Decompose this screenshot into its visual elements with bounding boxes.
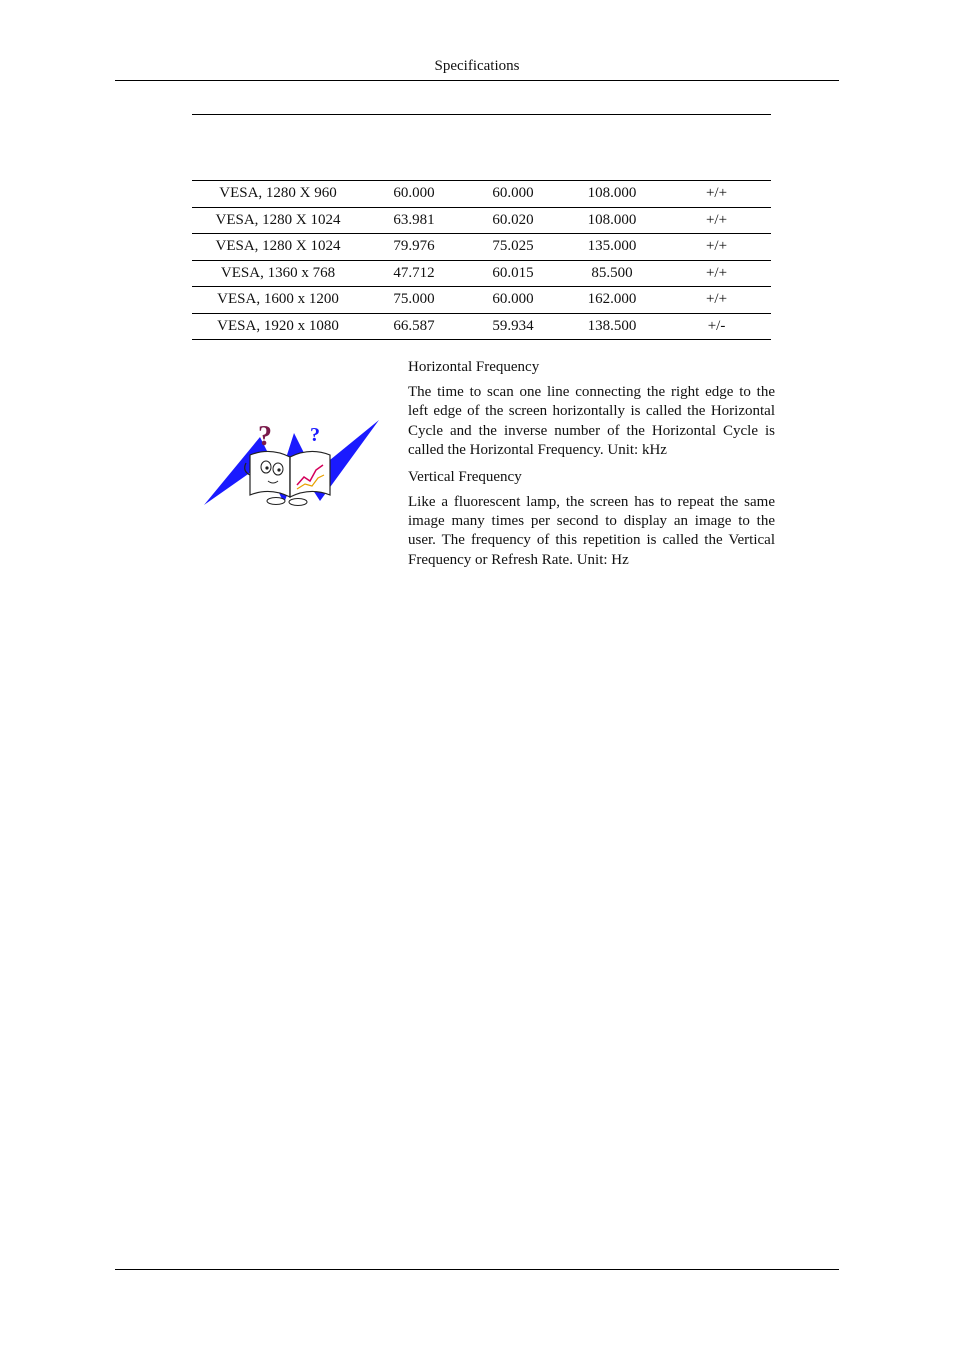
table-cell: 66.587 [364, 313, 464, 340]
table-cell: VESA, 1280 X 1024 [192, 207, 364, 234]
table-cell: +/+ [662, 287, 771, 314]
table-cell: 75.025 [464, 234, 562, 261]
table-cell: +/+ [662, 207, 771, 234]
book-shape [245, 451, 330, 505]
table-cell: 60.015 [464, 260, 562, 287]
table-cell: 79.976 [364, 234, 464, 261]
table-cell: +/+ [662, 234, 771, 261]
frequency-notes [408, 357, 775, 576]
horizontal-frequency-heading: Horizontal Frequency [408, 359, 540, 375]
book-question-mascot-icon [202, 415, 382, 510]
question-mark-left: ? [258, 421, 272, 452]
table-row [192, 287, 771, 314]
question-mark-right: ? [310, 424, 320, 446]
table-row [192, 313, 771, 340]
table-cell: 60.000 [364, 181, 464, 208]
table-row [192, 260, 771, 287]
table-cell: 75.000 [364, 287, 464, 314]
table-cell: +/+ [662, 260, 771, 287]
table-cell: VESA, 1280 X 1024 [192, 234, 364, 261]
table-cell: 138.500 [562, 313, 662, 340]
table-cell: 59.934 [464, 313, 562, 340]
vertical-frequency-heading: Vertical Frequency [408, 468, 522, 485]
table-cell: 135.000 [562, 234, 662, 261]
table-cell: VESA, 1600 x 1200 [192, 287, 364, 314]
table-cell: VESA, 1920 x 1080 [192, 313, 364, 340]
table-row [192, 234, 771, 261]
table-cell: 108.000 [562, 207, 662, 234]
table-cell: 60.020 [464, 207, 562, 234]
table-cell: 60.000 [464, 181, 562, 208]
table-row [192, 181, 771, 208]
vertical-frequency-body: Like a fluorescent lamp, the screen has to repeat the same image many times per second to display an image to the user. The frequency of this repetition is called the Vertical Frequency or Refresh Rate. Unit: Hz [408, 493, 775, 568]
table-cell: +/+ [662, 181, 771, 208]
page-header-title: Specifications [434, 58, 520, 74]
table-cell: 60.000 [464, 287, 562, 314]
timing-table [192, 180, 771, 340]
horizontal-frequency-body: The time to scan one line connecting the right edge to the left edge of the screen horizontally is called the Horizontal Cycle and the inverse number of the Horizontal Cycle is called the Horizontal Frequency. Unit: kHz [408, 384, 775, 459]
header-rule [115, 80, 839, 81]
footer-rule [115, 1269, 839, 1270]
table-cell: 63.981 [364, 207, 464, 234]
table-cell: VESA, 1360 x 768 [192, 260, 364, 287]
table-cell: +/- [662, 313, 771, 340]
table-cell: 162.000 [562, 287, 662, 314]
table-cell: VESA, 1280 X 960 [192, 181, 364, 208]
table-row [192, 207, 771, 234]
table-cell: 47.712 [364, 260, 464, 287]
table-cell: 85.500 [562, 260, 662, 287]
table-top-rule [192, 114, 771, 115]
table-cell: 108.000 [562, 181, 662, 208]
